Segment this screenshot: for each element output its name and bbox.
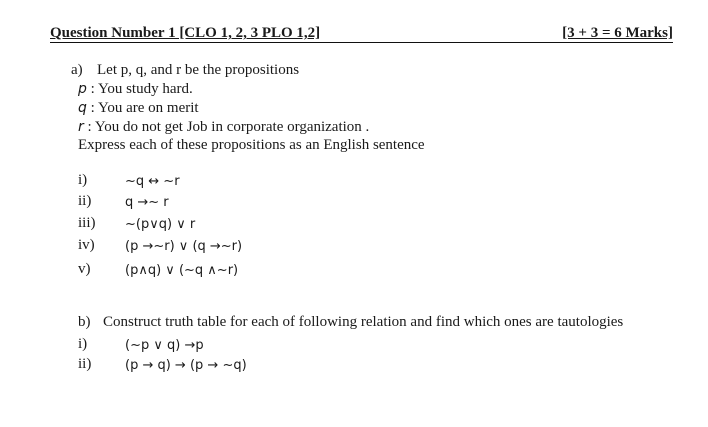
- item-b-2-expression: (p → q) → (p → ~q): [125, 358, 247, 373]
- prop-sep: :: [83, 119, 95, 135]
- question-number: Question Number 1 [CLO 1, 2, 3 PLO 1,2]: [50, 25, 321, 41]
- item-b-1-number: i): [78, 336, 88, 352]
- prop-text: You do not get Job in corporate organization .: [94, 119, 370, 135]
- prop-var: q: [78, 100, 87, 116]
- question-header: [50, 24, 673, 43]
- prop-var: p: [78, 81, 87, 97]
- part-a-label: a): [71, 62, 83, 78]
- proposition-r: [78, 118, 369, 137]
- proposition-q: [78, 99, 199, 118]
- prop-var: r: [78, 119, 84, 135]
- prop-sep: :: [86, 81, 99, 97]
- prop-text: You are on merit: [98, 100, 199, 116]
- item-a-5-number: v): [78, 261, 91, 277]
- item-b-1-expression: (~p ∨ q) →p: [125, 338, 204, 353]
- question-marks: [3 + 3 = 6 Marks]: [562, 25, 673, 41]
- item-a-2-expression: q →~ r: [125, 195, 169, 210]
- proposition-p: [78, 80, 193, 99]
- item-a-3-number: iii): [78, 215, 96, 231]
- prop-text: You study hard.: [98, 81, 193, 97]
- item-a-4-expression: (p →~r) ∨ (q →~r): [125, 239, 243, 254]
- item-a-1-expression: ~q ↔ ~r: [125, 174, 180, 189]
- item-a-4-number: iv): [78, 237, 95, 253]
- item-a-2-number: ii): [78, 193, 92, 209]
- prop-sep: :: [86, 100, 99, 116]
- part-b-intro: Construct truth table for each of following relation and find which ones are tautologies: [103, 314, 624, 330]
- item-a-3-expression: ~(p∨q) ∨ r: [125, 217, 196, 232]
- item-a-1-number: i): [78, 172, 88, 188]
- part-a-instruction: Express each of these propositions as an English sentence: [78, 137, 425, 153]
- part-a-intro: Let p, q, and r be the propositions: [97, 62, 300, 78]
- item-a-5-expression: (p∧q) ∨ (~q ∧~r): [125, 263, 239, 278]
- item-b-2-number: ii): [78, 356, 92, 372]
- part-b-label: b): [78, 314, 91, 330]
